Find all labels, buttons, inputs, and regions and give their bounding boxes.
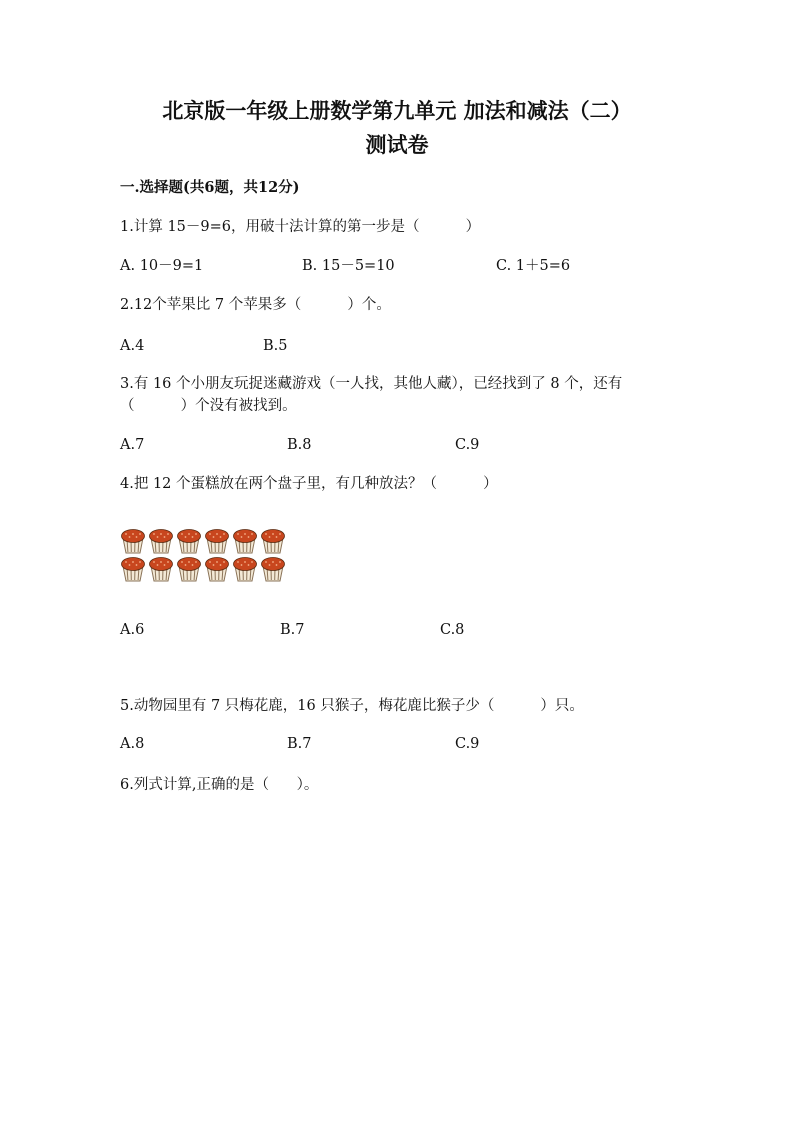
question-3-stem-line2: （ ）个没有被找到。 [120, 398, 297, 414]
cupcake-icon [262, 530, 285, 554]
question-2-stem: 2.12个苹果比 7 个苹果多（ ）个。 [120, 297, 391, 313]
question-3-stem-line1: 3.有 16 个小朋友玩捉迷藏游戏（一人找，其他人藏），已经找到了 8 个，还有 [120, 376, 623, 392]
cakes-illustration [120, 527, 290, 583]
question-1-option-c: C. 1＋5=6 [496, 258, 571, 274]
cupcake-icon [178, 558, 201, 582]
question-5-option-b: B.7 [287, 736, 312, 752]
question-4-option-b: B.7 [280, 622, 305, 638]
cupcake-icon [150, 530, 173, 554]
question-5-option-a: A.8 [120, 736, 145, 752]
section-heading: 一.选择题(共6题，共12分) [120, 179, 300, 196]
question-1-stem: 1.计算 15－9=6，用破十法计算的第一步是（ ） [120, 219, 481, 235]
cupcake-icon [178, 530, 201, 554]
question-6-stem: 6.列式计算,正确的是（ ）。 [120, 777, 319, 793]
cupcake-icon [206, 558, 229, 582]
question-4-option-c: C.8 [440, 622, 465, 638]
cupcake-icon [234, 558, 257, 582]
cupcake-icon [122, 530, 145, 554]
cupcake-icon [150, 558, 173, 582]
question-4-stem: 4.把 12 个蛋糕放在两个盘子里，有几种放法？（ ） [120, 476, 498, 492]
question-3-option-a: A.7 [120, 437, 145, 453]
cupcake-icon [122, 558, 145, 582]
cupcake-icon [234, 530, 257, 554]
question-3-option-c: C.9 [455, 437, 480, 453]
cupcake-icon [262, 558, 285, 582]
question-5-option-c: C.9 [455, 736, 480, 752]
question-2-option-a: A.4 [120, 338, 145, 354]
question-1-option-a: A. 10－9=1 [120, 258, 204, 274]
question-2-option-b: B.5 [263, 338, 288, 354]
cupcake-icon [206, 530, 229, 554]
question-5-stem: 5.动物园里有 7 只梅花鹿，16 只猴子，梅花鹿比猴子少（ ）只。 [120, 698, 584, 714]
page-subtitle: 测试卷 [365, 132, 429, 157]
question-4-option-a: A.6 [120, 622, 145, 638]
page-title: 北京版一年级上册数学第九单元 加法和减法（二） [162, 98, 632, 123]
question-3-option-b: B.8 [287, 437, 312, 453]
question-1-option-b: B. 15－5=10 [302, 258, 395, 274]
